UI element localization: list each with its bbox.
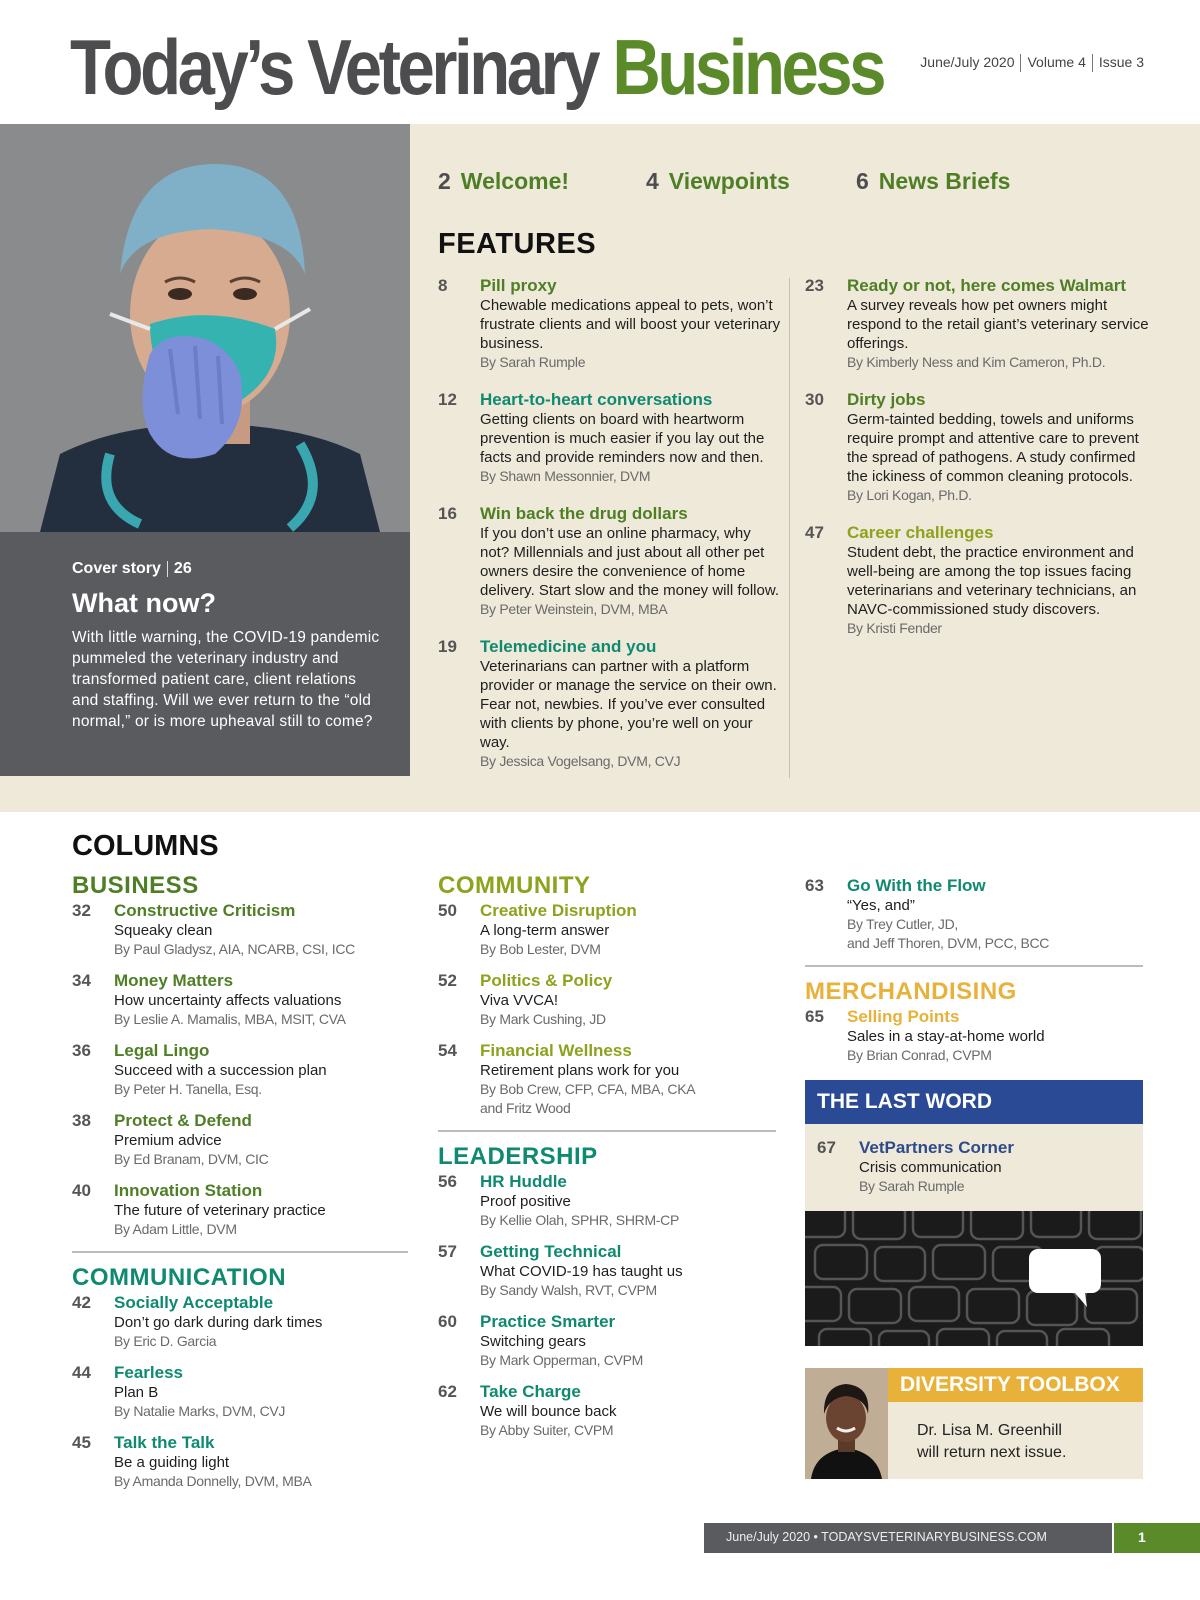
page-number: 23	[805, 276, 824, 295]
issue-volume: Volume 4	[1027, 54, 1086, 70]
last-word-heading: THE LAST WORD	[805, 1080, 1143, 1124]
feature-description: Germ-tainted bedding, towels and uniforms require prompt and attentive care to prevent the spread of pathogens. A study confirmed the ickiness of common cleaning protocols.	[847, 411, 1139, 485]
feature-title: Pill proxy	[480, 276, 557, 295]
feature-title: Telemedicine and you	[480, 637, 657, 656]
column-description: Squeaky clean	[114, 922, 213, 939]
column-title: Creative Disruption	[480, 901, 637, 920]
column-byline: By Leslie A. Mamalis, MBA, MSIT, CVA	[114, 1011, 346, 1027]
section-community-heading: COMMUNITY	[438, 872, 591, 899]
feature-description: Student debt, the practice environment and well-being are among the top issues facing veterinarians and veterinary technicians, an NAVC-commissioned study discovers.	[847, 544, 1137, 618]
column-description: Don’t go dark during dark times	[114, 1314, 323, 1331]
page-number: 57	[438, 1242, 457, 1261]
page-number: 45	[72, 1433, 91, 1452]
column-item[interactable]	[72, 1363, 408, 1421]
feature-description: Getting clients on board with heartworm prevention is much easier if you lay out the facts and provide reminders now and then.	[480, 411, 765, 466]
column-title: VetPartners Corner	[859, 1138, 1014, 1157]
column-item[interactable]	[72, 1111, 408, 1169]
quicklink-label: News Briefs	[878, 168, 1011, 194]
features-right-column	[805, 276, 1150, 656]
column-byline: By Natalie Marks, DVM, CVJ	[114, 1403, 286, 1419]
diversity-toolbox-heading: DIVERSITY TOOLBOX	[888, 1368, 1143, 1402]
quicklink-number: 2	[438, 168, 451, 194]
column-description: What COVID-19 has taught us	[480, 1263, 683, 1280]
section-divider	[438, 1130, 776, 1132]
divider	[167, 561, 168, 577]
portrait-illustration	[805, 1368, 888, 1479]
column-title: Practice Smarter	[480, 1312, 616, 1331]
page-number: 65	[805, 1007, 824, 1026]
last-word-body	[805, 1124, 1143, 1220]
column-description: The future of veterinary practice	[114, 1202, 326, 1219]
column-title: Socially Acceptable	[114, 1293, 274, 1312]
diversity-note-line-2: will return next issue.	[917, 1444, 1067, 1461]
page-number: 42	[72, 1293, 91, 1312]
feature-item[interactable]	[438, 390, 783, 486]
diversity-note-line-1: Dr. Lisa M. Greenhill	[917, 1422, 1062, 1439]
column-title: Go With the Flow	[847, 876, 986, 895]
quicklink-welcome[interactable]	[438, 168, 569, 195]
feature-title: Career challenges	[847, 523, 994, 542]
column-item[interactable]	[438, 1382, 776, 1440]
feature-byline: By Shawn Messonnier, DVM	[480, 468, 651, 484]
column-byline: By Trey Cutler, JD,	[847, 916, 958, 932]
column-byline: By Sandy Walsh, RVT, CVPM	[480, 1282, 657, 1298]
portrait-photo	[805, 1368, 888, 1479]
column-item[interactable]	[438, 1312, 776, 1370]
section-communication-heading: COMMUNICATION	[72, 1264, 287, 1291]
quicklink-label: Viewpoints	[668, 168, 790, 194]
feature-description: Veterinarians can partner with a platform provider or manage the service on their own. Fear not, newbies. If you’ve ever consulted with clients by phone, you’re well on your way.	[480, 658, 777, 751]
quicklink-viewpoints[interactable]	[646, 168, 790, 195]
column-byline: By Paul Gladysz, AIA, NCARB, CSI, ICC	[114, 941, 355, 957]
feature-description: If you don’t use an online pharmacy, why not? Millennials and just about all other pet owners desire the convenience of home delivery. Start slow and the money will follow.	[480, 525, 780, 599]
column-title: Protect & Defend	[114, 1111, 252, 1130]
column-title: Talk the Talk	[114, 1433, 215, 1452]
cover-story-title: What now?	[72, 588, 216, 618]
feature-byline: By Lori Kogan, Ph.D.	[847, 487, 972, 503]
column-description: Viva VVCA!	[480, 992, 559, 1009]
section-divider	[72, 1251, 408, 1253]
column-byline: By Mark Opperman, CVPM	[480, 1352, 643, 1368]
speech-bubbles-illustration	[805, 1211, 1143, 1346]
column-item[interactable]	[805, 1007, 1143, 1065]
feature-item[interactable]	[438, 637, 783, 771]
section-business-heading: BUSINESS	[72, 872, 199, 899]
columns-heading: COLUMNS	[72, 830, 219, 862]
footer-bar: June/July 2020 • TODAYSVETERINARYBUSINESS.COM	[704, 1523, 1112, 1553]
section-divider	[805, 965, 1143, 967]
column-byline: By Amanda Donnelly, DVM, MBA	[114, 1473, 312, 1489]
column-byline: By Mark Cushing, JD	[480, 1011, 606, 1027]
column-title: Financial Wellness	[480, 1041, 632, 1060]
column-title: HR Huddle	[480, 1172, 567, 1191]
cover-photo-image	[0, 124, 410, 532]
issue-date: June/July 2020	[920, 54, 1015, 70]
cover-kicker-label: Cover story	[72, 560, 161, 577]
feature-byline: By Kimberly Ness and Kim Cameron, Ph.D.	[847, 354, 1106, 370]
column-title: Money Matters	[114, 971, 234, 990]
column-item[interactable]	[438, 971, 776, 1029]
last-word-box	[805, 1080, 1143, 1220]
column-description: Succeed with a succession plan	[114, 1062, 327, 1079]
column-item[interactable]	[72, 1293, 408, 1351]
page-number: 40	[72, 1181, 91, 1200]
feature-description: A survey reveals how pet owners might respond to the retail giant’s veterinary service offerings.	[847, 297, 1149, 352]
quicklink-news-briefs[interactable]	[856, 168, 1010, 195]
feature-description: Chewable medications appeal to pets, won’t frustrate clients and will boost your veterinary business.	[480, 297, 781, 352]
column-byline: By Ed Branam, DVM, CIC	[114, 1151, 269, 1167]
feature-byline: By Jessica Vogelsang, DVM, CVJ	[480, 753, 681, 769]
cover-story-text: With little warning, the COVID-19 pandemic pummeled the veterinary industry and transformed patient care, client relations and staffing. Will we ever return to the “old normal,” or is more upheaval still to come?	[72, 629, 380, 730]
page-number: 67	[817, 1138, 836, 1157]
feature-item[interactable]	[438, 276, 783, 372]
feature-title: Ready or not, here comes Walmart	[847, 276, 1127, 295]
column-byline-continued: and Fritz Wood	[480, 1100, 571, 1116]
column-byline: By Kellie Olah, SPHR, SHRM-CP	[480, 1212, 680, 1228]
cover-page-number: 26	[173, 560, 192, 577]
page-number: 16	[438, 504, 457, 523]
column-description: We will bounce back	[480, 1403, 617, 1420]
columns-right	[805, 876, 1143, 1077]
page-number: 38	[72, 1111, 91, 1130]
column-byline: By Adam Little, DVM	[114, 1221, 237, 1237]
column-item[interactable]	[72, 901, 408, 959]
column-byline: By Bob Lester, DVM	[480, 941, 601, 957]
column-byline: By Bob Crew, CFP, CFA, MBA, CKA	[480, 1081, 696, 1097]
column-item[interactable]	[438, 1041, 776, 1118]
column-byline: By Peter H. Tanella, Esq.	[114, 1081, 262, 1097]
cover-photo-illustration	[0, 124, 410, 532]
column-item[interactable]	[438, 1242, 776, 1300]
column-item[interactable]	[817, 1138, 1131, 1196]
title-part-1: Today’s Veterinary	[70, 23, 613, 111]
column-title: Selling Points	[847, 1007, 960, 1026]
page-number: 50	[438, 901, 457, 920]
page-number: 36	[72, 1041, 91, 1060]
column-item[interactable]	[72, 1433, 408, 1491]
divider	[1092, 54, 1093, 72]
quicklink-number: 6	[856, 168, 869, 194]
column-description: How uncertainty affects valuations	[114, 992, 342, 1009]
page-number: 63	[805, 876, 824, 895]
column-item[interactable]	[72, 1041, 408, 1099]
column-description: “Yes, and”	[847, 897, 915, 914]
quicklink-number: 4	[646, 168, 659, 194]
column-description: Be a guiding light	[114, 1454, 230, 1471]
page-number: 19	[438, 637, 457, 656]
feature-byline: By Sarah Rumple	[480, 354, 586, 370]
magazine-title	[70, 22, 883, 112]
column-description: Switching gears	[480, 1333, 586, 1350]
column-item[interactable]	[72, 971, 408, 1029]
page-number: 30	[805, 390, 824, 409]
divider	[1020, 54, 1021, 72]
footer-page-number: 1	[1114, 1523, 1200, 1553]
page-number: 34	[72, 971, 91, 990]
feature-item[interactable]	[438, 504, 783, 619]
column-byline-continued: and Jeff Thoren, DVM, PCC, BCC	[847, 935, 1050, 951]
feature-item[interactable]	[805, 390, 1150, 505]
page-number: 44	[72, 1363, 91, 1382]
feature-title: Win back the drug dollars	[480, 504, 688, 523]
column-byline: By Sarah Rumple	[859, 1178, 965, 1194]
quicklink-label: Welcome!	[460, 168, 570, 194]
column-title: Legal Lingo	[114, 1041, 210, 1060]
column-description: Crisis communication	[859, 1159, 1002, 1176]
column-byline: By Eric D. Garcia	[114, 1333, 217, 1349]
feature-byline: By Kristi Fender	[847, 620, 942, 636]
columns-middle	[438, 873, 776, 1452]
page-number: 47	[805, 523, 824, 542]
page-number: 54	[438, 1041, 457, 1060]
column-title: Take Charge	[480, 1382, 581, 1401]
column-description: Premium advice	[114, 1132, 222, 1149]
column-title: Getting Technical	[480, 1242, 622, 1261]
column-byline: By Brian Conrad, CVPM	[847, 1047, 992, 1063]
masthead	[0, 0, 1200, 124]
column-description: Sales in a stay-at-home world	[847, 1028, 1045, 1045]
column-item[interactable]	[72, 1181, 408, 1239]
column-item[interactable]	[438, 1172, 776, 1230]
title-part-2: Business	[612, 23, 884, 111]
column-description: Plan B	[114, 1384, 159, 1401]
page-number: 56	[438, 1172, 457, 1191]
page-number: 62	[438, 1382, 457, 1401]
speech-bubbles-image	[805, 1211, 1143, 1346]
column-title: Innovation Station	[114, 1181, 263, 1200]
feature-item[interactable]	[805, 276, 1150, 372]
section-leadership-heading: LEADERSHIP	[438, 1143, 598, 1170]
column-description: Proof positive	[480, 1193, 571, 1210]
column-title: Politics & Policy	[480, 971, 613, 990]
column-title: Constructive Criticism	[114, 901, 296, 920]
section-merchandising-heading: MERCHANDISING	[805, 978, 1017, 1005]
page-number: 32	[72, 901, 91, 920]
page-number: 52	[438, 971, 457, 990]
feature-title: Heart-to-heart conversations	[480, 390, 713, 409]
page-number: 8	[438, 276, 448, 295]
column-byline: By Abby Suiter, CVPM	[480, 1422, 614, 1438]
column-description: A long-term answer	[480, 922, 610, 939]
feature-title: Dirty jobs	[847, 390, 926, 409]
issue-info	[920, 54, 1144, 72]
diversity-toolbox-box	[805, 1368, 1143, 1479]
diversity-toolbox-note	[917, 1420, 1066, 1464]
column-item[interactable]	[805, 876, 1143, 953]
page-number: 12	[438, 390, 457, 409]
column-item[interactable]	[438, 901, 776, 959]
cover-story-kicker	[72, 560, 380, 578]
issue-number: Issue 3	[1098, 54, 1144, 70]
features-divider	[789, 278, 790, 778]
column-title: Fearless	[114, 1363, 183, 1382]
page-number: 60	[438, 1312, 457, 1331]
feature-byline: By Peter Weinstein, DVM, MBA	[480, 601, 668, 617]
features-heading: FEATURES	[438, 228, 597, 260]
feature-item[interactable]	[805, 523, 1150, 638]
cover-story-box[interactable]	[0, 532, 410, 776]
column-description: Retirement plans work for you	[480, 1062, 680, 1079]
features-left-column	[438, 276, 783, 789]
columns-left	[72, 873, 408, 1503]
